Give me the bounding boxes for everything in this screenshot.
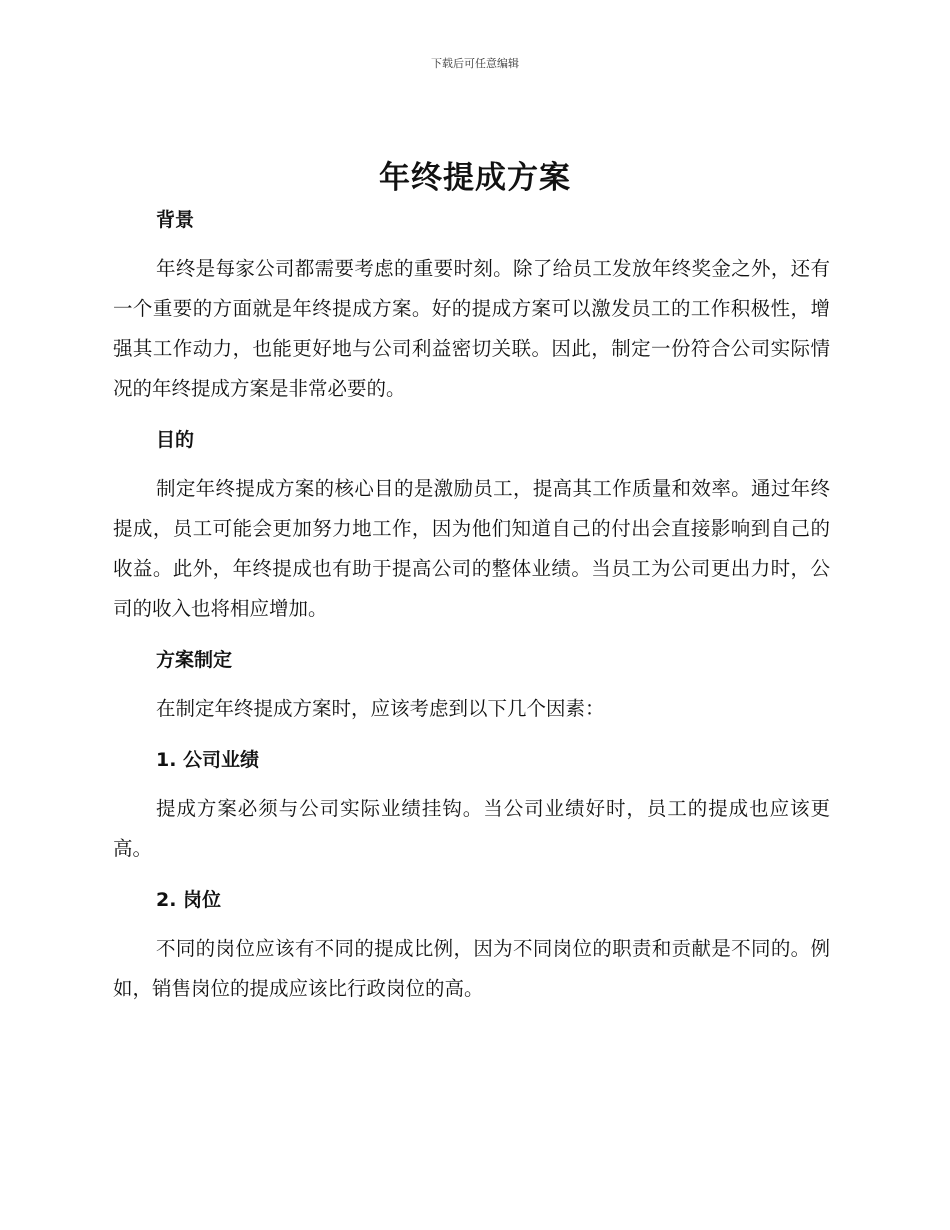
section-heading-company-performance: 1. 公司业绩 [156, 749, 260, 771]
section-heading-background: 背景 [156, 209, 195, 231]
document-title: 年终提成方案 [379, 160, 571, 196]
section-heading-purpose: 目的 [156, 429, 195, 451]
section-heading-position: 2. 岗位 [156, 889, 222, 911]
section-paragraph-position: 不同的岗位应该有不同的提成比例，因为不同岗位的职责和贡献是不同的。例如，销售岗位的提成应该比行政岗位的高。 [113, 937, 830, 1000]
header-note: 下载后可任意编辑 [431, 57, 519, 70]
document-body [113, 205, 830, 1009]
section-heading-plan: 方案制定 [156, 649, 233, 671]
section-paragraph-background: 年终是每家公司都需要考虑的重要时刻。除了给员工发放年终奖金之外，还有一个重要的方面就是年终提成方案。好的提成方案可以激发员工的工作积极性，增强其工作动力，也能更好地与公司利益密切关联。因此，制定一份符合公司实际情况的年终提成方案是非常必要的。 [113, 257, 830, 400]
section-paragraph-company-performance: 提成方案必须与公司实际业绩挂钩。当公司业绩好时，员工的提成也应该更高。 [113, 797, 830, 860]
section-paragraph-purpose: 制定年终提成方案的核心目的是激励员工，提高其工作质量和效率。通过年终提成，员工可能会更加努力地工作，因为他们知道自己的付出会直接影响到自己的收益。此外，年终提成也有助于提高公司的整体业绩。当员工为公司更出力时，公司的收入也将相应增加。 [113, 477, 830, 620]
section-paragraph-plan: 在制定年终提成方案时，应该考虑到以下几个因素： [156, 697, 605, 720]
